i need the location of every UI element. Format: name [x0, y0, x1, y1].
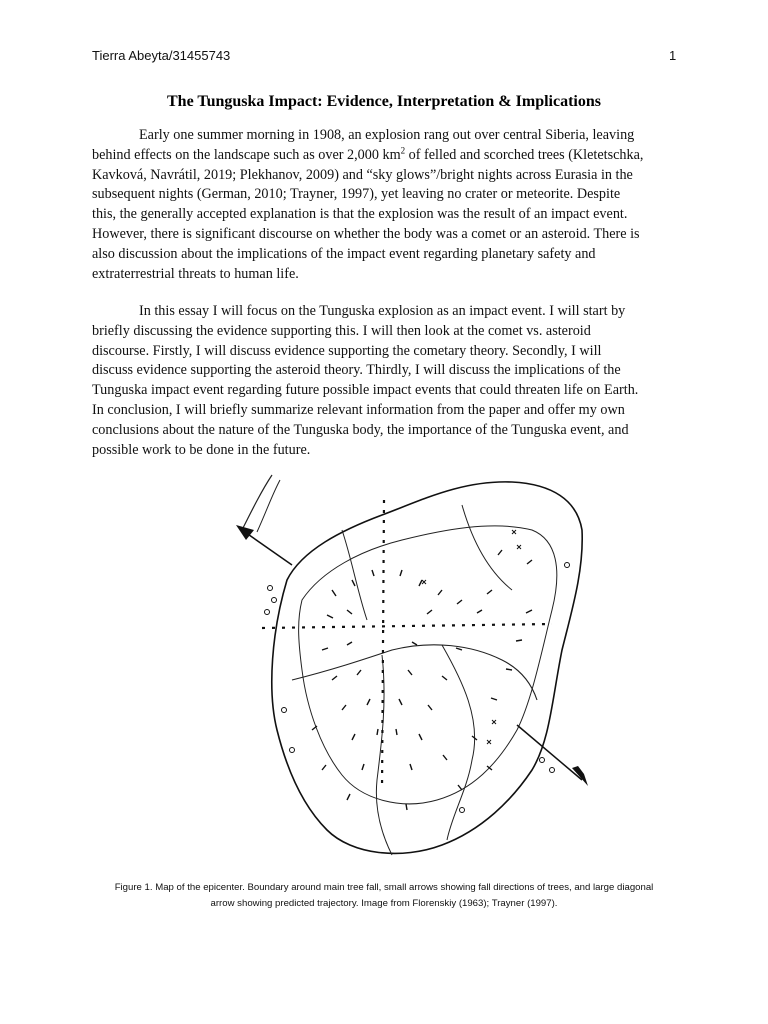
document-title: The Tunguska Impact: Evidence, Interpretation & Implications [167, 93, 601, 110]
paragraph-line: In this essay I will focus on the Tunguska explosion as an impact event. I will start by [139, 303, 626, 319]
text-run: of felled and scorched trees (Kletetschka, [405, 146, 644, 163]
paragraph-intro [92, 126, 684, 284]
paragraph-line: possible work to be done in the future. [92, 441, 311, 458]
paragraph-outline [92, 302, 684, 460]
figure-caption [70, 880, 698, 912]
paragraph-line: subsequent nights (German, 2010; Trayner, 1997), yet leaving no crater or meteorite. Despite [92, 186, 621, 203]
paragraph-line: However, there is significant discourse on whether the body was a comet or an asteroid. There is [92, 225, 640, 242]
paragraph-line: this, the generally accepted explanation is that the explosion was the result of an impact event. [92, 206, 628, 223]
paragraph-line: extraterrestrial threats to human life. [92, 265, 299, 282]
paragraph-line: conclusions about the nature of the Tunguska body, the importance of the Tunguska event, and [92, 421, 629, 438]
paragraph-line: briefly discussing the evidence supporting this. I will then look at the comet vs. asteroid [92, 322, 591, 339]
caption-line: arrow showing predicted trajectory. Image from Florenskiy (1963); Trayner (1997). [210, 898, 558, 909]
epicenter-map-figure [232, 470, 592, 870]
paragraph-line: In conclusion, I will briefly summarize relevant information from the paper and offer my own [92, 401, 625, 418]
paragraph-line: Early one summer morning in 1908, an explosion rang out over central Siberia, leaving [139, 127, 635, 143]
superscript: 2 [400, 145, 406, 156]
caption-line: Figure 1. Map of the epicenter. Boundary around main tree fall, small arrows showing fall directions of trees, and large diagonal [114, 882, 654, 893]
header-page-number: 1 [669, 48, 677, 63]
paragraph-line: discourse. Firstly, I will discuss evidence supporting the cometary theory. Secondly, I will [92, 342, 602, 359]
text-run: behind effects on the landscape such as over 2,000 km [92, 146, 401, 163]
paragraph-line: Tunguska impact event regarding future possible impact events that could threaten life on Earth. [92, 382, 639, 399]
paragraph-line [92, 146, 684, 166]
paragraph-line: also discussion about the implications of the impact event regarding planetary safety and [92, 245, 596, 262]
paragraph-line: discuss evidence supporting the asteroid theory. Thirdly, I will discuss the implications of the [92, 362, 621, 379]
header-author-id: Tierra Abeyta/31455743 [92, 48, 231, 63]
paragraph-line: Kavková, Navrátil, 2019; Plekhanov, 2009) and “sky glows”/bright nights across Eurasia in the [92, 166, 633, 183]
